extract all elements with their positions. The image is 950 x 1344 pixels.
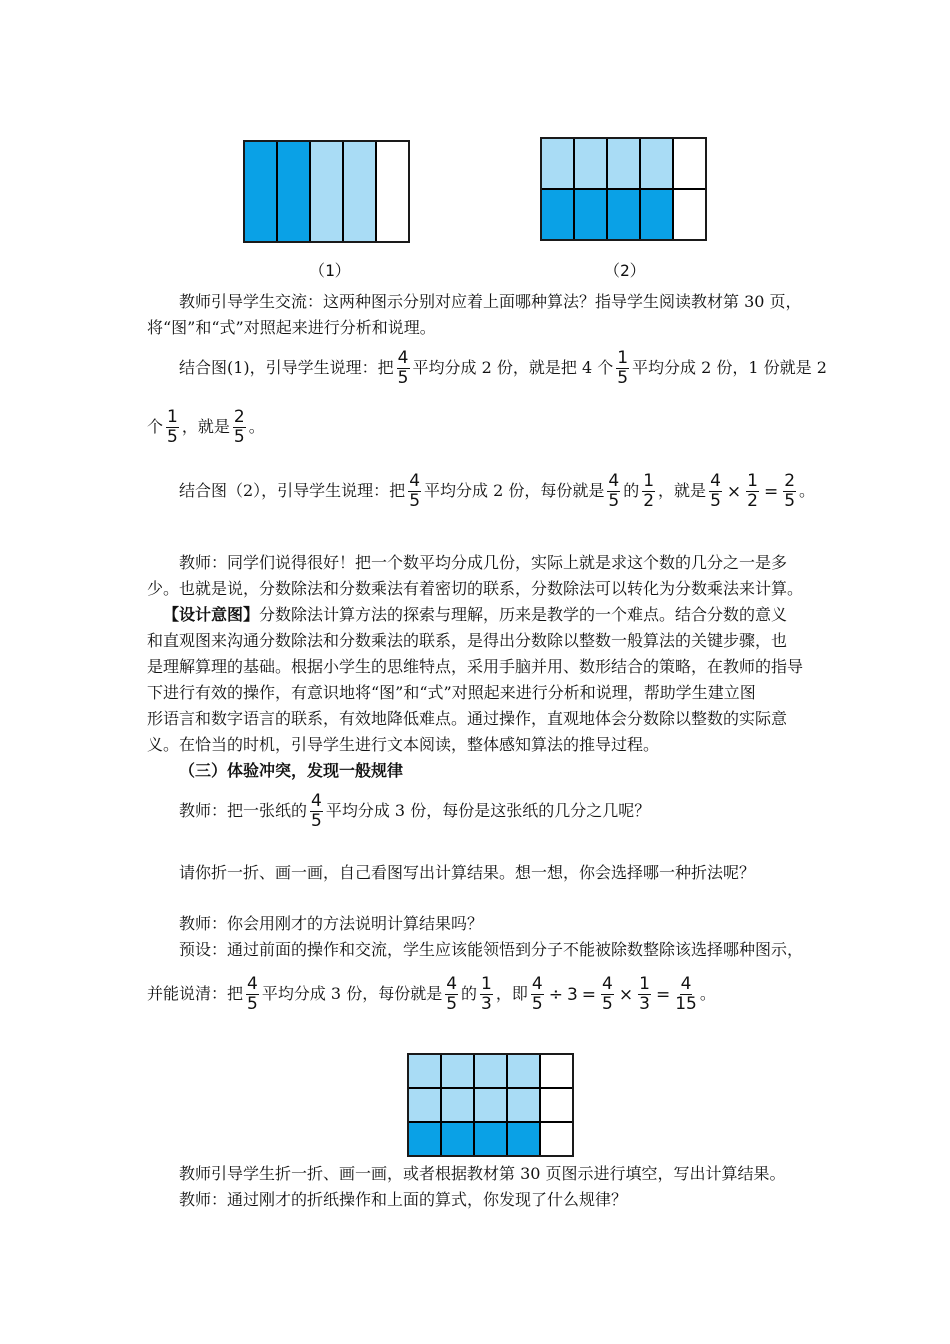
design-line-1 bbox=[163, 604, 787, 626]
fraction-1-5 bbox=[616, 349, 629, 388]
fig2-cell-dark bbox=[542, 190, 573, 239]
numerator: 1 bbox=[747, 471, 758, 491]
after-line-2: 教师：通过刚才的折纸操作和上面的算式，你发现了什么规律？ bbox=[179, 1190, 628, 1209]
denominator: 15 bbox=[675, 994, 697, 1014]
fig3-cell-light bbox=[409, 1089, 440, 1121]
fraction-1-2 bbox=[746, 472, 759, 511]
text: 结合图(1)，引导学生说理：把 bbox=[179, 358, 394, 377]
design-line-3: 是理解算理的基础。根据小学生的思维特点，采用手脑并用、数形结合的策略，在教师的指导 bbox=[147, 657, 804, 676]
fig3-cell-dark bbox=[409, 1123, 440, 1155]
fig3-cell-dark bbox=[442, 1123, 473, 1155]
fig1-cell-dark bbox=[278, 142, 309, 241]
numerator: 4 bbox=[602, 974, 613, 994]
numerator: 1 bbox=[643, 471, 655, 491]
preset-line-1: 预设：通过前面的操作和交流，学生应该能领悟到分子不能被除数整除该选择哪种图示， bbox=[179, 940, 804, 959]
question-2: 教师：你会用刚才的方法说明计算结果吗？ bbox=[179, 914, 484, 933]
denominator: 5 bbox=[784, 491, 796, 511]
design-line-5: 形语言和数字语言的联系，有效地降低难点。通过操作，直观地体会分数除以整数的实际意 bbox=[147, 709, 788, 728]
after-line-1: 教师引导学生折一折、画一画，或者根据教材第 30 页图示进行填空，写出计算结果。 bbox=[179, 1164, 786, 1183]
text: ，就是 bbox=[181, 417, 230, 436]
fold-instruction: 请你折一折、画一画，自己看图写出计算结果。想一想，你会选择哪一种折法呢？ bbox=[179, 863, 756, 882]
design-line-2: 和直观图来沟通分数除法和分数乘法的联系，是得出分数除以整数一般算法的关键步骤，也 bbox=[147, 631, 788, 650]
times-sign: × bbox=[726, 481, 742, 502]
equals-sign: = bbox=[763, 481, 779, 502]
numerator: 4 bbox=[531, 974, 543, 994]
text: 平均分成 2 份，每份就是 bbox=[424, 481, 605, 500]
equals-sign: = bbox=[581, 984, 597, 1005]
denominator: 3 bbox=[481, 994, 492, 1014]
text: 分数除法计算方法的探索与理解，历来是教学的一个难点。结合分数的意义 bbox=[259, 605, 788, 624]
para-2-line-2 bbox=[147, 408, 265, 447]
denominator: 5 bbox=[311, 811, 322, 831]
preset-line-2 bbox=[147, 975, 716, 1014]
fig3-cell-light bbox=[409, 1055, 440, 1087]
fig3-cell-light bbox=[508, 1089, 539, 1121]
para-4-line-1: 教师：同学们说得很好！把一个数平均分成几份，实际上就是求这个数的几分之一是多 bbox=[179, 553, 788, 572]
fig2-cell-light bbox=[608, 139, 639, 188]
denominator: 5 bbox=[602, 994, 613, 1014]
text: 的 bbox=[461, 984, 478, 1003]
fig2-cell-dark bbox=[641, 190, 672, 239]
fig3-cell-light bbox=[442, 1089, 473, 1121]
fig2-cell-empty bbox=[674, 190, 705, 239]
text: ，就是 bbox=[658, 481, 707, 500]
fig3-cell-light bbox=[475, 1055, 506, 1087]
text: 教师：把一张纸的 bbox=[179, 801, 308, 820]
fraction-4-5 bbox=[310, 792, 323, 831]
fig2-cell-light bbox=[641, 139, 672, 188]
denominator: 5 bbox=[167, 427, 178, 447]
figure-1-caption: （1） bbox=[309, 261, 351, 280]
denominator: 5 bbox=[247, 994, 258, 1014]
numerator: 1 bbox=[639, 974, 650, 994]
fraction-4-5 bbox=[607, 472, 620, 511]
fraction-2-5 bbox=[233, 408, 246, 447]
fraction-4-5 bbox=[531, 975, 544, 1014]
fig3-cell-dark bbox=[475, 1123, 506, 1155]
fraction-4-5 bbox=[408, 472, 421, 511]
fraction-4-5 bbox=[601, 975, 614, 1014]
numerator: 4 bbox=[397, 348, 409, 368]
fig2-cell-light bbox=[575, 139, 606, 188]
numerator: 4 bbox=[680, 974, 692, 994]
denominator: 3 bbox=[639, 994, 650, 1014]
numerator: 4 bbox=[409, 471, 421, 491]
denominator: 5 bbox=[446, 994, 458, 1014]
figure-3-grid bbox=[407, 1053, 574, 1157]
text: 结合图（2），引导学生说理：把 bbox=[179, 481, 406, 500]
fig2-cell-light bbox=[542, 139, 573, 188]
fig2-cell-dark bbox=[608, 190, 639, 239]
text: 平均分成 3 份，每份是这张纸的几分之几呢？ bbox=[325, 801, 651, 820]
numerator: 2 bbox=[233, 407, 245, 427]
para-3-line-1 bbox=[179, 472, 815, 511]
denominator: 5 bbox=[531, 994, 543, 1014]
number-3: 3 bbox=[566, 984, 578, 1005]
question-1 bbox=[179, 792, 650, 831]
figure-2-grid bbox=[540, 137, 707, 241]
para-2-line-1 bbox=[179, 349, 827, 388]
text: 平均分成 2 份，就是把 4 个 bbox=[412, 358, 614, 377]
fig3-cell-light bbox=[442, 1055, 473, 1087]
fig3-cell-dark bbox=[508, 1123, 539, 1155]
figure-2-caption: （2） bbox=[604, 261, 646, 280]
fraction-4-5 bbox=[709, 472, 722, 511]
numerator: 4 bbox=[247, 974, 258, 994]
text: 平均分成 3 份，每份就是 bbox=[261, 984, 443, 1003]
numerator: 4 bbox=[608, 471, 620, 491]
fig3-cell-light bbox=[508, 1055, 539, 1087]
fig3-cell-empty bbox=[541, 1123, 572, 1155]
numerator: 4 bbox=[311, 791, 322, 811]
fraction-4-5 bbox=[445, 975, 458, 1014]
numerator: 1 bbox=[481, 974, 492, 994]
fig3-cell-empty bbox=[541, 1089, 572, 1121]
denominator: 5 bbox=[409, 491, 421, 511]
para-1-line-1: 教师引导学生交流：这两种图示分别对应着上面哪种算法？指导学生阅读教材第 30 页， bbox=[179, 292, 802, 311]
numerator: 2 bbox=[784, 471, 796, 491]
para-4-line-2: 少。也就是说，分数除法和分数乘法有着密切的联系，分数除法可以转化为分数乘法来计算。 bbox=[147, 579, 804, 598]
text: 的 bbox=[623, 481, 640, 500]
text: 个 bbox=[147, 417, 164, 436]
fig3-cell-empty bbox=[541, 1055, 572, 1087]
text: 。 bbox=[248, 417, 265, 436]
numerator: 1 bbox=[617, 348, 629, 368]
denominator: 5 bbox=[710, 491, 721, 511]
fig1-cell-empty bbox=[377, 142, 408, 241]
text: 。 bbox=[799, 481, 816, 500]
text: 并能说清：把 bbox=[147, 984, 244, 1003]
fig1-cell-light bbox=[344, 142, 375, 241]
fraction-2-5 bbox=[783, 472, 796, 511]
para-1-line-2: 将“图”和“式”对照起来进行分析和说理。 bbox=[147, 318, 436, 337]
denominator: 5 bbox=[233, 427, 245, 447]
denominator: 5 bbox=[397, 368, 409, 388]
numerator: 1 bbox=[167, 407, 178, 427]
divide-sign: ÷ bbox=[548, 984, 563, 1005]
fraction-4-15 bbox=[675, 975, 697, 1014]
fraction-1-2 bbox=[642, 472, 655, 511]
numerator: 4 bbox=[446, 974, 458, 994]
fraction-4-5 bbox=[397, 349, 410, 388]
denominator: 5 bbox=[617, 368, 629, 388]
fraction-1-3 bbox=[480, 975, 493, 1014]
fig3-cell-light bbox=[475, 1089, 506, 1121]
text: 。 bbox=[699, 984, 716, 1003]
design-label: 【设计意图】 bbox=[163, 605, 260, 624]
equals-sign: = bbox=[655, 984, 671, 1005]
design-line-4: 下进行有效的操作，有意识地将“图”和“式”对照起来进行分析和说理，帮助学生建立图 bbox=[147, 683, 756, 702]
denominator: 2 bbox=[747, 491, 758, 511]
times-sign: × bbox=[618, 984, 634, 1005]
denominator: 2 bbox=[643, 491, 655, 511]
fig2-cell-empty bbox=[674, 139, 705, 188]
fig1-cell-light bbox=[311, 142, 342, 241]
fig1-cell-dark bbox=[245, 142, 276, 241]
fig2-cell-dark bbox=[575, 190, 606, 239]
fraction-1-5 bbox=[166, 408, 179, 447]
fraction-4-5 bbox=[246, 975, 259, 1014]
numerator: 4 bbox=[710, 471, 721, 491]
text: ，即 bbox=[495, 984, 528, 1003]
design-line-6: 义。在恰当的时机，引导学生进行文本阅读，整体感知算法的推导过程。 bbox=[147, 735, 660, 754]
figure-1-grid bbox=[243, 140, 410, 243]
section-heading: （三）体验冲突，发现一般规律 bbox=[179, 761, 404, 780]
denominator: 5 bbox=[608, 491, 620, 511]
fraction-1-3 bbox=[638, 975, 651, 1014]
text: 平均分成 2 份，1 份就是 2 bbox=[632, 358, 827, 377]
